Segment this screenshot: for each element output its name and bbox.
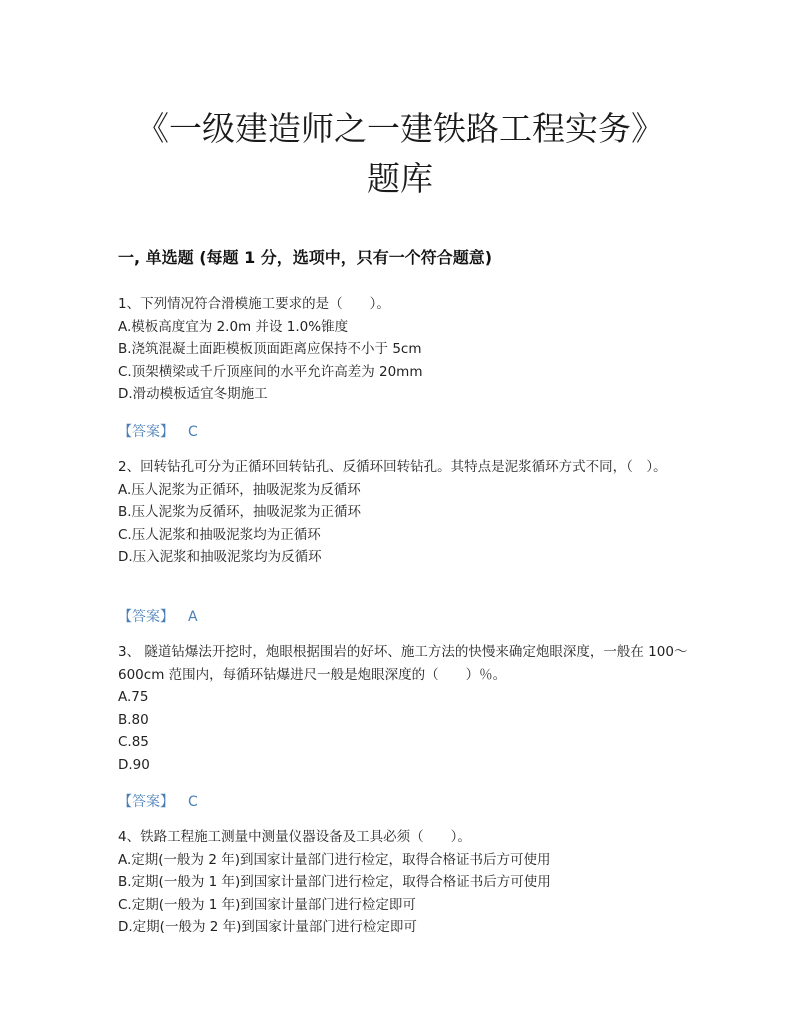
answer-value: C: [188, 794, 198, 810]
document-title-line2: 题库: [367, 159, 433, 198]
answer-label: 【答案】: [118, 424, 174, 440]
answer-3: [118, 791, 198, 811]
question-stem: 3、 隧道钻爆法开挖时，炮眼根据围岩的好坏、施工方法的快慢来确定炮眼深度，一般在 100～600cm 范围内，每循环钻爆进尺一般是炮眼深度的（ ）％。: [118, 644, 688, 683]
option-a: A.模板高度宜为 2.0m 并设 1.0%锥度: [118, 318, 349, 335]
question-1: [118, 293, 688, 406]
question-stem: 2、回转钻孔可分为正循环回转钻孔、反循环回转钻孔。其特点是泥浆循环方式不同，（ ）。: [118, 459, 667, 475]
option-b: B.定期(一般为 1 年)到国家计量部门进行检定，取得合格证书后方可使用: [118, 874, 551, 890]
option-d: D.滑动模板适宜冬期施工: [118, 386, 268, 402]
question-4: [118, 826, 688, 939]
document-title-line1: 《一级建造师之一建铁路工程实务》: [136, 109, 664, 148]
option-b: B.浇筑混凝土面距模板顶面距离应保持不小于 5cm: [118, 341, 422, 357]
option-c: C.压人泥浆和抽吸泥浆均为正循环: [118, 526, 321, 543]
question-stem: 4、铁路工程施工测量中测量仪器设备及工具必须（ ）。: [118, 829, 471, 845]
option-d: D.定期(一般为 2 年)到国家计量部门进行检定即可: [118, 919, 417, 935]
answer-value: A: [188, 609, 198, 625]
option-a: A.定期(一般为 2 年)到国家计量部门进行检定，取得合格证书后方可使用: [118, 851, 551, 868]
option-c: C.顶架横梁或千斤顶座间的水平允许高差为 20mm: [118, 363, 423, 380]
option-b: B.压人泥浆为反循环，抽吸泥浆为正循环: [118, 504, 362, 520]
question-2: [118, 456, 688, 569]
question-3: [118, 641, 688, 776]
answer-label: 【答案】: [118, 794, 174, 810]
option-c: C.85: [118, 734, 149, 750]
option-d: D.90: [118, 756, 150, 773]
question-stem: 1、下列情况符合滑模施工要求的是（ ）。: [118, 296, 390, 312]
document-title: [0, 104, 800, 204]
option-b: B.80: [118, 711, 149, 728]
answer-value: C: [188, 424, 198, 440]
option-a: A.75: [118, 689, 149, 705]
answer-2: [118, 606, 198, 626]
section-heading: 一, 单选题 (每题 1 分，选项中，只有一个符合题意): [118, 248, 493, 267]
answer-label: 【答案】: [118, 609, 174, 625]
answer-1: [118, 421, 198, 441]
option-d: D.压入泥浆和抽吸泥浆均为反循环: [118, 549, 322, 565]
option-c: C.定期(一般为 1 年)到国家计量部门进行检定即可: [118, 896, 416, 913]
option-a: A.压人泥浆为正循环，抽吸泥浆为反循环: [118, 481, 361, 498]
